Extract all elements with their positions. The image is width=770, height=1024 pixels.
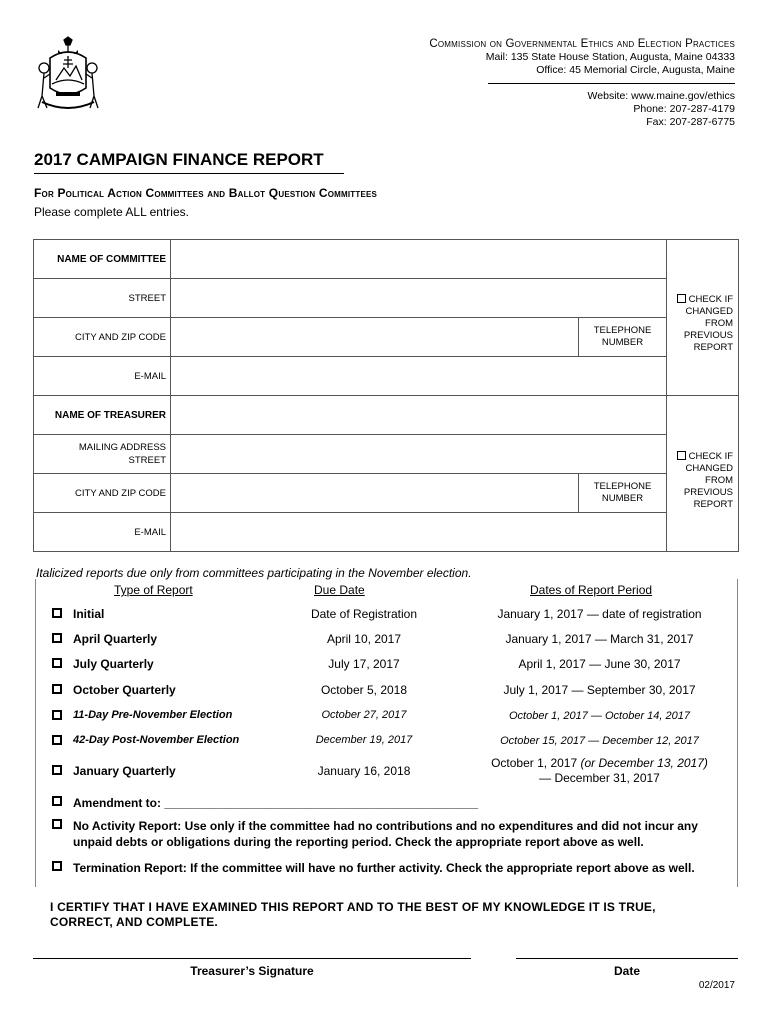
italic-note: Italicized reports due only from committees participating in the November election.	[36, 566, 472, 580]
page-subtitle: For Political Action Committees and Ballot Question Committees	[34, 186, 378, 200]
column-header-period: Dates of Report Period	[530, 583, 653, 597]
committee-city-label: CITY AND ZIP CODE	[34, 318, 171, 357]
termination-checkbox[interactable]	[52, 861, 62, 871]
form-revision-date: 02/2017	[698, 980, 735, 991]
date-line[interactable]	[516, 958, 738, 959]
agency-header	[355, 38, 735, 129]
report-checkbox[interactable]	[52, 765, 62, 775]
report-checkbox[interactable]	[52, 658, 62, 668]
committee-city-field[interactable]	[171, 318, 579, 357]
treasurer-mailing-label: MAILING ADDRESS STREET	[34, 435, 171, 474]
signature-label: Treasurer’s Signature	[190, 964, 314, 978]
report-checkbox[interactable]	[52, 633, 62, 643]
report-checkbox[interactable]	[52, 608, 62, 618]
treasurer-telephone-label: TELEPHONE NUMBER	[579, 474, 667, 513]
agency-phone: Phone: 207-287-4179	[633, 103, 735, 115]
committee-info-table	[33, 239, 739, 552]
certification-statement: I CERTIFY THAT I HAVE EXAMINED THIS REPORT AND TO THE BEST OF MY KNOWLEDGE IT IS TRUE, CORRECT, AND COMPLETE.	[50, 900, 656, 929]
committee-street-label: STREET	[34, 279, 171, 318]
column-header-due: Due Date	[314, 583, 365, 597]
no-activity-checkbox[interactable]	[52, 819, 62, 829]
date-label: Date	[613, 964, 640, 978]
agency-mail-address: Mail: 135 State House Station, Augusta, Maine 04333	[485, 51, 735, 63]
report-checkbox[interactable]	[52, 684, 62, 694]
agency-office-address: Office: 45 Memorial Circle, Augusta, Maine	[536, 64, 735, 76]
committee-email-field[interactable]	[171, 357, 667, 396]
agency-name: Commission on Governmental Ethics and Election Practices	[429, 38, 735, 50]
treasurer-city-field[interactable]	[171, 474, 579, 513]
committee-check-changed[interactable]: CHECK IF CHANGED FROM PREVIOUS REPORT	[667, 240, 739, 396]
column-header-type: Type of Report	[114, 583, 193, 597]
maine-state-seal-icon	[34, 36, 102, 114]
committee-name-label: NAME OF COMMITTEE	[34, 240, 171, 279]
header-divider	[488, 83, 735, 84]
treasurer-city-label: CITY AND ZIP CODE	[34, 474, 171, 513]
treasurer-check-changed[interactable]: CHECK IF CHANGED FROM PREVIOUS REPORT	[667, 396, 739, 552]
treasurer-email-field[interactable]	[171, 513, 667, 552]
report-type-section: Type of Report Due Date Dates of Report Period Initial Date of Registration January 1, 2017 — date of registration April Quarterly April 10, 2017 January 1, 2017 — March 31, 2017 July Quarterly July 17, 2017 April 1, 2017 — June 30, 2017 October Quarterly October 5, 2018 July 1, 2017 — September 30, 2017 11-Day Pre-November Election October 27, 2017 October 1, 2017 — October 14, 2017 42-Day Post-November Election December 19, 2017 October 15, 2017 — December 12, 2017 January Quarterly January 16, 2018 October 1, 2017 (or December 13, 2017) — December 31, 2017 Amendment to: _______________________________________________ No Activity Report: Use only if the committee had no contributions and no expenditures and did not incur any unpaid debts or obligations during the reporting period. Check the appropriate report above as well. Termination Report: If the committee will have no further activity. Check the appropriate report above as well.	[35, 579, 738, 887]
treasurer-street-field[interactable]	[171, 435, 667, 474]
checkbox-icon[interactable]	[677, 451, 686, 460]
amendment-checkbox[interactable]	[52, 796, 62, 806]
committee-name-field[interactable]	[171, 240, 667, 279]
instructions: Please complete ALL entries.	[34, 205, 189, 219]
signature-line[interactable]	[33, 958, 471, 959]
report-checkbox[interactable]	[52, 710, 62, 720]
agency-website: Website: www.maine.gov/ethics	[587, 90, 735, 102]
title-underline	[34, 173, 344, 174]
treasurer-email-label: E-MAIL	[34, 513, 171, 552]
checkbox-icon[interactable]	[677, 294, 686, 303]
treasurer-name-field[interactable]	[171, 396, 667, 435]
page-title: 2017 CAMPAIGN FINANCE REPORT	[34, 150, 324, 169]
committee-email-label: E-MAIL	[34, 357, 171, 396]
treasurer-name-label: NAME OF TREASURER	[34, 396, 171, 435]
agency-fax: Fax: 207-287-6775	[646, 116, 735, 128]
report-checkbox[interactable]	[52, 735, 62, 745]
committee-street-field[interactable]	[171, 279, 667, 318]
committee-telephone-label: TELEPHONE NUMBER	[579, 318, 667, 357]
